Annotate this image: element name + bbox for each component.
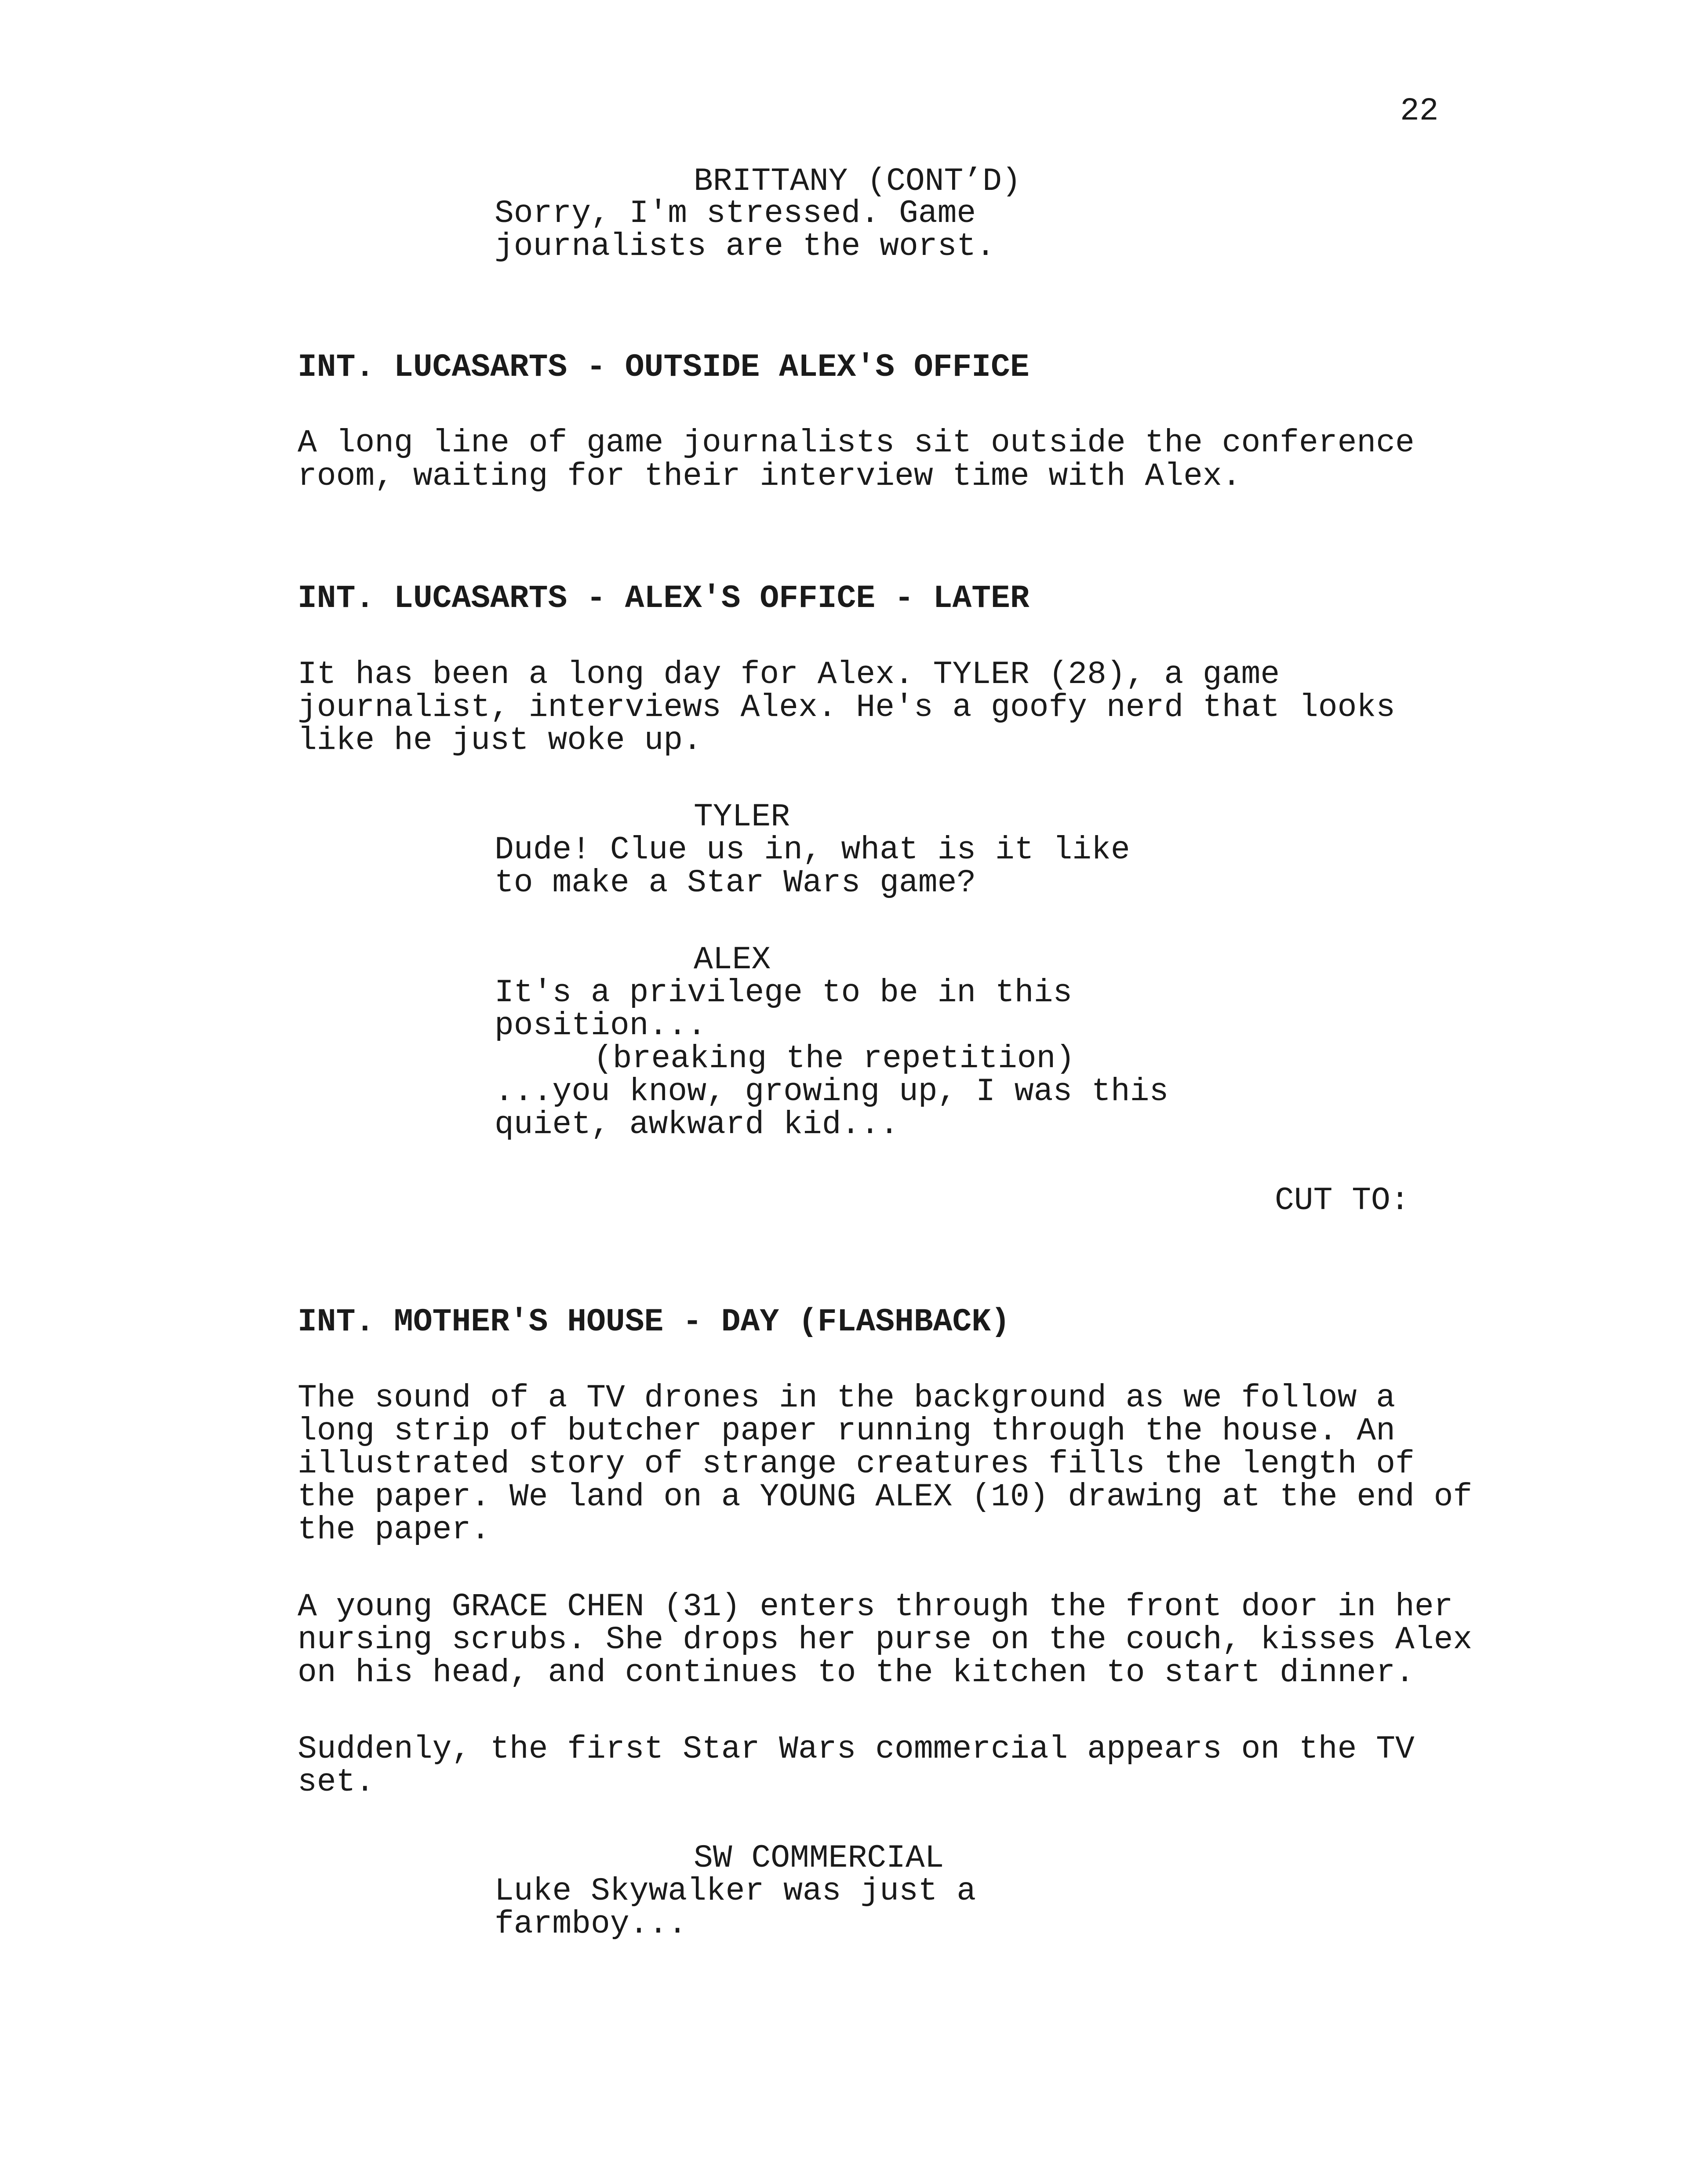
action-line: A young GRACE CHEN (31) enters through the front door in her (298, 1588, 1453, 1625)
dialogue-line: ...you know, growing up, I was this (495, 1073, 1169, 1110)
action-line: The sound of a TV drones in the background as we follow a (298, 1380, 1396, 1416)
dialogue-line: to make a Star Wars game? (495, 865, 976, 901)
dialogue-line: It's a privilege to be in this (495, 974, 1073, 1011)
page-number: 22 (1400, 93, 1439, 129)
dialogue-line: quiet, awkward kid... (495, 1106, 899, 1143)
character-cue: TYLER (694, 799, 790, 835)
dialogue-line: Sorry, I'm stressed. Game (495, 195, 976, 232)
scene-heading: INT. MOTHER'S HOUSE - DAY (FLASHBACK) (298, 1304, 1010, 1340)
dialogue-line: farmboy... (495, 1906, 688, 1942)
dialogue-line: journalists are the worst. (495, 228, 995, 265)
action-line: on his head, and continues to the kitchen to start dinner. (298, 1654, 1415, 1691)
character-cue: SW COMMERCIAL (694, 1840, 944, 1876)
action-line: It has been a long day for Alex. TYLER (28), a game (298, 656, 1280, 693)
parenthetical: (breaking the repetition) (593, 1040, 1075, 1077)
dialogue-line: Dude! Clue us in, what is it like (495, 832, 1130, 868)
action-line: the paper. (298, 1512, 491, 1548)
action-line: nursing scrubs. She drops her purse on the couch, kisses Alex (298, 1621, 1473, 1658)
action-line: journalist, interviews Alex. He's a goofy nerd that looks (298, 689, 1396, 726)
character-cue: BRITTANY (CONT’D) (694, 163, 1021, 200)
character-cue: ALEX (694, 941, 771, 978)
action-line: like he just woke up. (298, 722, 702, 759)
scene-heading: INT. LUCASARTS - OUTSIDE ALEX'S OFFICE (298, 349, 1030, 385)
action-line: A long line of game journalists sit outside the conference (298, 425, 1415, 461)
action-line: room, waiting for their interview time with Alex. (298, 458, 1241, 494)
action-line: long strip of butcher paper running through the house. An (298, 1413, 1396, 1449)
action-line: the paper. We land on a YOUNG ALEX (10) drawing at the end of (298, 1479, 1473, 1515)
transition: CUT TO: (1275, 1182, 1410, 1219)
dialogue-line: Luke Skywalker was just a (495, 1873, 976, 1909)
action-line: illustrated story of strange creatures fills the length of (298, 1446, 1415, 1482)
action-line: Suddenly, the first Star Wars commercial appears on the TV (298, 1731, 1415, 1767)
dialogue-line: position... (495, 1007, 706, 1044)
scene-heading: INT. LUCASARTS - ALEX'S OFFICE - LATER (298, 580, 1030, 617)
action-line: set. (298, 1764, 375, 1800)
